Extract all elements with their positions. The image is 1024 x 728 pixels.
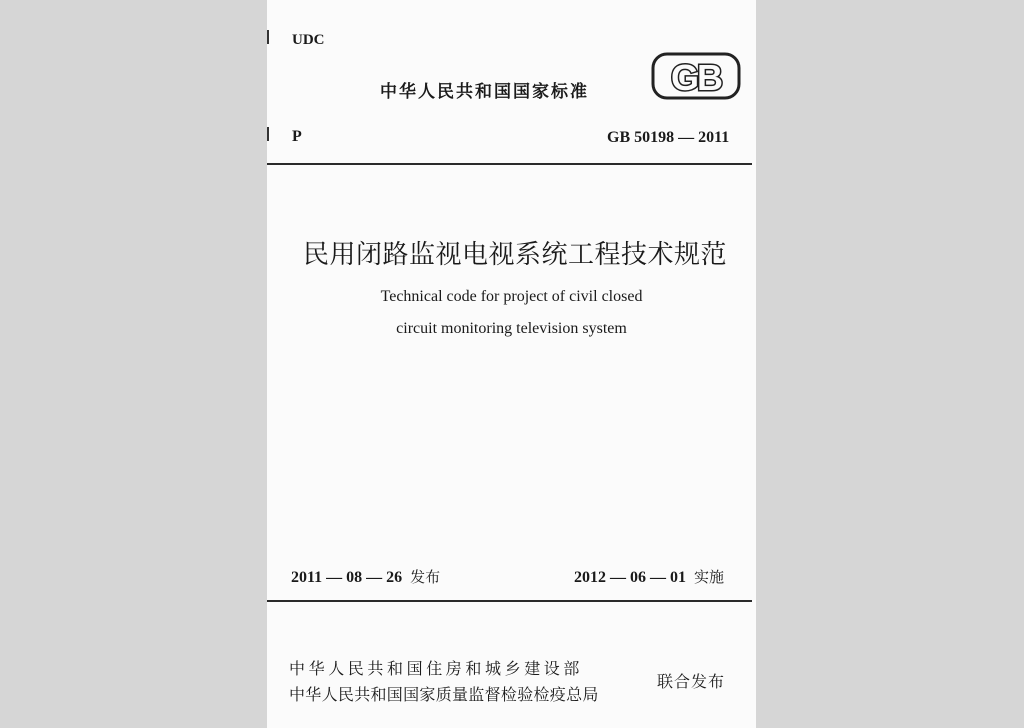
category-label: P (292, 128, 302, 145)
effective-date: 2012 — 06 — 01 (574, 569, 686, 586)
issuer-ministry-housing: 中华人民共和国住房和城乡建设部 (289, 659, 584, 678)
footer-divider (267, 600, 752, 602)
udc-label: UDC (292, 32, 325, 48)
standard-number: GB 50198 — 2011 (607, 129, 730, 146)
standard-cover-page (267, 0, 756, 728)
effective-label: 实施 (694, 568, 725, 586)
issue-date: 2011 — 08 — 26 (291, 569, 403, 586)
issue-date-block (291, 566, 440, 587)
header-divider (267, 163, 752, 165)
joint-issue-label: 联合发布 (657, 672, 726, 691)
gb-logo-text: GB (671, 57, 721, 98)
issuer-aqsiq: 中华人民共和国国家质量监督检验检疫总局 (289, 685, 599, 704)
gb-logo-icon (651, 52, 741, 100)
title-english-line-2: circuit monitoring television system (396, 320, 627, 337)
crop-mark (267, 30, 269, 44)
crop-mark (267, 127, 269, 141)
title-english-line-1: Technical code for project of civil closed (380, 288, 643, 305)
effective-date-block (574, 566, 724, 587)
issue-label: 发布 (410, 568, 441, 586)
title-chinese: 民用闭路监视电视系统工程技术规范 (303, 240, 728, 270)
national-standard-heading: 中华人民共和国国家标准 (380, 82, 589, 102)
